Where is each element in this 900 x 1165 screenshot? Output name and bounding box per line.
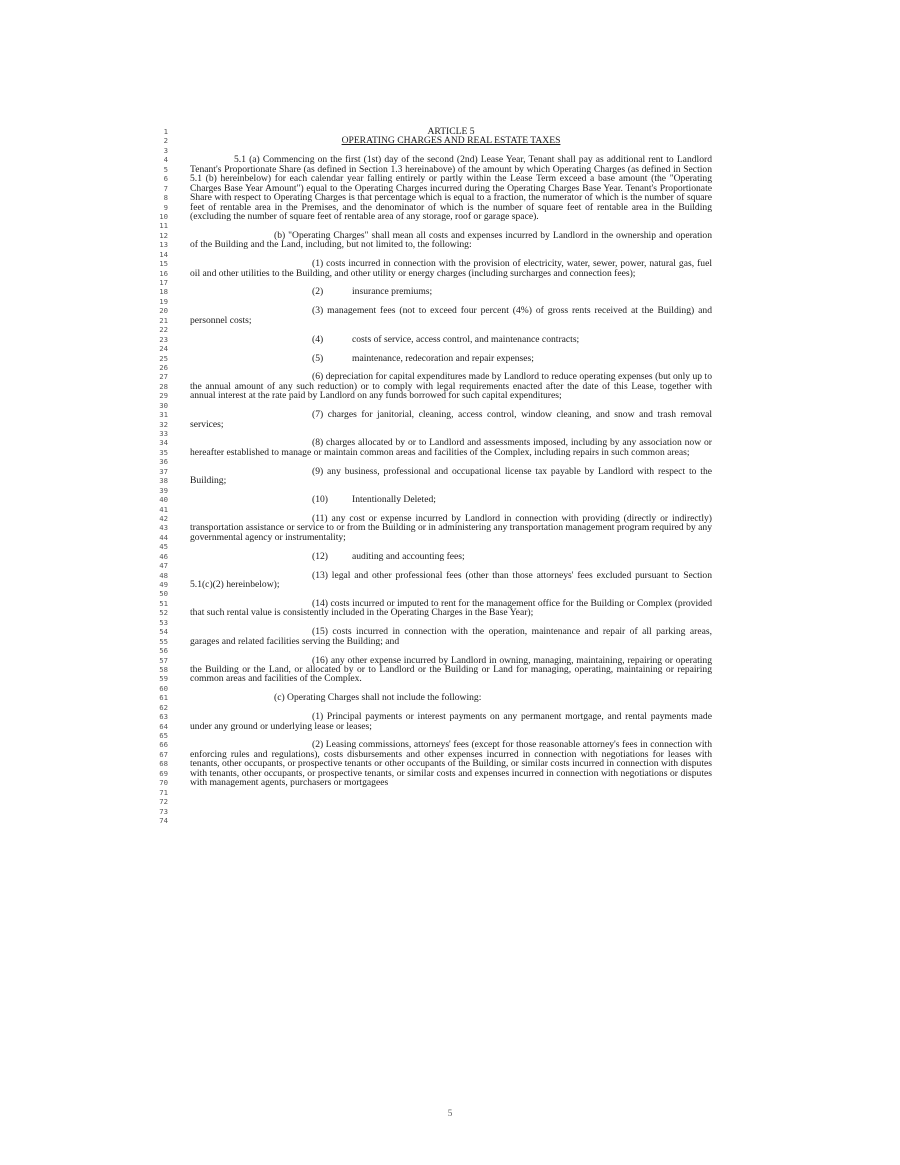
paragraph-5-1-a: 5.1 (a) Commencing on the first (1st) day of the second (2nd) Lease Year, Tenant shall pay as additional rent to Landlord Tenant's Proportionate Share (as defined in Section 1.3 hereinabove) of the amount by which Operating Charges (as defined in Section 5.1 (b) hereinbelow) for each calendar year falling entirely or partly within the Lease Term exceed a base amount (the "Operating Charges Base Year Amount") equal to the Operating Charges incurred during the Operating Charges Base Year. Tenant's Proportionate Share with respect to Operating Charges is that percentage which is equal to a fraction, the numerator of which is the number of square feet of rentable area in the Premises, and the denominator of which is the number of square feet of rentable area in the Building (excluding the number of square feet of rentable area of any storage, roof or garage space). bbox=[190, 154, 712, 222]
line-number: 70 bbox=[159, 778, 168, 788]
line-number: 67 bbox=[159, 749, 168, 759]
item-3: (3) management fees (not to exceed four percent (4%) of gross rents received at the Building) and personnel costs; bbox=[190, 305, 712, 326]
line-number: 31 bbox=[159, 410, 168, 420]
line-number: 13 bbox=[159, 240, 168, 250]
line-number: 38 bbox=[159, 476, 168, 486]
line-number: 51 bbox=[159, 598, 168, 608]
line-number: 24 bbox=[159, 344, 168, 354]
line-number: 36 bbox=[159, 457, 168, 467]
line-number: 37 bbox=[159, 466, 168, 476]
paragraph-c: (c) Operating Charges shall not include the following: bbox=[274, 692, 482, 704]
item-8: (8) charges allocated by or to Landlord and assessments imposed, including by any association now or hereafter established to manage or maintain common areas and facilities of the Complex, including repairs in such common areas; bbox=[190, 437, 712, 458]
line-number: 1 bbox=[163, 127, 168, 136]
page-number: 5 bbox=[447, 1108, 453, 1119]
line-number: 34 bbox=[159, 438, 168, 448]
line-number: 18 bbox=[159, 287, 168, 297]
line-number: 73 bbox=[159, 806, 168, 816]
item-text: maintenance, redecoration and repair expenses; bbox=[352, 352, 534, 364]
line-number: 19 bbox=[159, 296, 168, 306]
line-number: 41 bbox=[159, 504, 168, 514]
line-number: 8 bbox=[163, 193, 168, 203]
line-number: 65 bbox=[159, 731, 168, 740]
line-number: 22 bbox=[159, 325, 168, 335]
line-number: 30 bbox=[159, 400, 168, 410]
item-text: insurance premiums; bbox=[352, 286, 433, 298]
line-number: 60 bbox=[159, 683, 168, 693]
line-number: 33 bbox=[159, 429, 168, 438]
line-number: 26 bbox=[159, 362, 168, 372]
item-label: (5) bbox=[312, 352, 324, 364]
line-number: 45 bbox=[159, 542, 168, 552]
exclusion-1: (1) Principal payments or interest payments on any permanent mortgage, and rental payments made under any ground or underlying lease or leases; bbox=[190, 711, 712, 732]
line-number: 63 bbox=[159, 712, 168, 722]
line-number: 74 bbox=[159, 815, 168, 825]
line-number: 23 bbox=[159, 334, 168, 344]
item-text: auditing and accounting fees; bbox=[352, 550, 465, 562]
line-number: 11 bbox=[159, 221, 168, 231]
line-number: 32 bbox=[159, 419, 168, 429]
item-text: Intentionally Deleted; bbox=[352, 494, 436, 506]
line-number: 68 bbox=[159, 759, 168, 769]
item-label: (2) bbox=[312, 286, 324, 298]
item-12 bbox=[190, 552, 712, 561]
line-number: 42 bbox=[159, 513, 168, 523]
line-number: 48 bbox=[159, 570, 168, 580]
line-number: 52 bbox=[159, 608, 168, 618]
line-number: 40 bbox=[159, 495, 168, 505]
line-number: 29 bbox=[159, 391, 168, 401]
line-number: 58 bbox=[159, 664, 168, 674]
article-number: ARTICLE 5 bbox=[427, 126, 475, 137]
paragraph-b: (b) "Operating Charges" shall mean all costs and expenses incurred by Landlord in the ownership and operation of the Building and the Land, including, but not limited to, the following: bbox=[190, 229, 712, 251]
line-number: 64 bbox=[159, 721, 168, 731]
line-number: 12 bbox=[159, 230, 168, 240]
item-label: (10) bbox=[312, 494, 328, 506]
line-number: 66 bbox=[159, 740, 168, 750]
line-number: 59 bbox=[159, 674, 168, 684]
line-number: 61 bbox=[159, 693, 168, 703]
line-number: 10 bbox=[159, 211, 168, 221]
line-number: 6 bbox=[163, 174, 168, 184]
line-number: 55 bbox=[159, 636, 168, 646]
line-number: 72 bbox=[159, 797, 168, 807]
item-16: (16) any other expense incurred by Landlord in owning, managing, maintaining, repairing or operating the Building or the Land, or allocated by or to Landlord or the Building or Land for managing, operating, maintaining or repairing common areas and facilities of the Complex. bbox=[190, 654, 712, 685]
line-number: 7 bbox=[163, 183, 168, 193]
line-number: 53 bbox=[159, 617, 168, 627]
line-number: 35 bbox=[159, 447, 168, 457]
item-1: (1) costs incurred in connection with the provision of electricity, water, sewer, power, natural gas, fuel oil and other utilities to the Building, and other utility or energy charges (including surcharges and connection fees); bbox=[190, 258, 712, 279]
item-9: (9) any business, professional and occupational license tax payable by Landlord with respect to the Building; bbox=[190, 465, 712, 487]
item-13: (13) legal and other professional fees (other than those attorneys' fees excluded pursuant to Section 5.1(c)(2) hereinbelow); bbox=[190, 569, 712, 590]
line-number: 17 bbox=[159, 278, 168, 287]
line-number: 44 bbox=[159, 532, 168, 542]
line-number: 46 bbox=[159, 551, 168, 561]
item-15: (15) costs incurred in connection with the operation, maintenance and repair of all parking areas, garages and related facilities serving the Building; and bbox=[190, 626, 712, 647]
line-number: 27 bbox=[159, 372, 168, 382]
exclusion-2: (2) Leasing commissions, attorneys' fees (except for those reasonable attorney's fees in connection with enforcing rules and regulations), costs disbursements and other expenses incurred in connection with negotiations for leases with tenants, other occupants, or prospective tenants or other occupants of the Building, or similar costs incurred in connection with disputes with tenants, other occupants, or prospective tenants, or similar costs and expenses incurred in connection with negotiations or disputes with management agents, purchasers or mortgagees bbox=[190, 739, 712, 789]
item-4 bbox=[190, 335, 712, 344]
line-number: 56 bbox=[159, 646, 168, 656]
line-number: 15 bbox=[159, 259, 168, 269]
line-number: 57 bbox=[159, 655, 168, 665]
line-number: 43 bbox=[159, 523, 168, 533]
line-number: 62 bbox=[159, 702, 168, 712]
line-number: 14 bbox=[159, 249, 168, 259]
line-number: 71 bbox=[159, 787, 168, 797]
line-number: 5 bbox=[163, 164, 168, 174]
item-text: costs of service, access control, and maintenance contracts; bbox=[352, 333, 580, 345]
item-label: (4) bbox=[312, 333, 324, 345]
line-number-column bbox=[138, 127, 168, 825]
line-number: 54 bbox=[159, 627, 168, 637]
item-7: (7) charges for janitorial, cleaning, access control, window cleaning, and snow and trash removal services; bbox=[190, 409, 712, 430]
item-6: (6) depreciation for capital expenditures made by Landlord to reduce operating expenses (but only up to the annual amount of any such reduction) or to comply with legal requirements enacted after the date of this Lease, together with annual interest at the rate paid by Landlord on any funds borrowed for such capital expenditures; bbox=[190, 371, 712, 402]
line-number: 28 bbox=[159, 381, 168, 391]
item-label: (12) bbox=[312, 550, 328, 562]
line-number: 50 bbox=[159, 589, 168, 599]
line-number: 20 bbox=[159, 306, 168, 316]
line-number: 47 bbox=[159, 561, 168, 571]
item-14: (14) costs incurred or imputed to rent for the management office for the Building or Complex (provided that such rental value is consistently included in the Operating Charges in the Base Year); bbox=[190, 597, 712, 619]
line-number: 3 bbox=[163, 145, 168, 155]
line-number: 4 bbox=[163, 155, 168, 165]
item-10 bbox=[190, 495, 712, 504]
line-number: 16 bbox=[159, 268, 168, 278]
line-number: 25 bbox=[159, 353, 168, 363]
item-5 bbox=[190, 354, 712, 363]
line-number: 21 bbox=[159, 315, 168, 325]
item-11: (11) any cost or expense incurred by Landlord in connection with providing (directly or indirectly) transportation assistance or service to or from the Building or in administering any transportation management program required by any governmental agency or instrumentality; bbox=[190, 512, 712, 543]
line-number: 9 bbox=[163, 202, 168, 212]
line-number: 69 bbox=[159, 768, 168, 778]
line-number: 49 bbox=[159, 580, 168, 589]
lease-text bbox=[190, 127, 712, 788]
line-number: 39 bbox=[159, 485, 168, 495]
article-title: OPERATING CHARGES AND REAL ESTATE TAXES bbox=[341, 135, 561, 147]
line-number: 2 bbox=[163, 136, 168, 146]
item-2 bbox=[190, 287, 712, 296]
